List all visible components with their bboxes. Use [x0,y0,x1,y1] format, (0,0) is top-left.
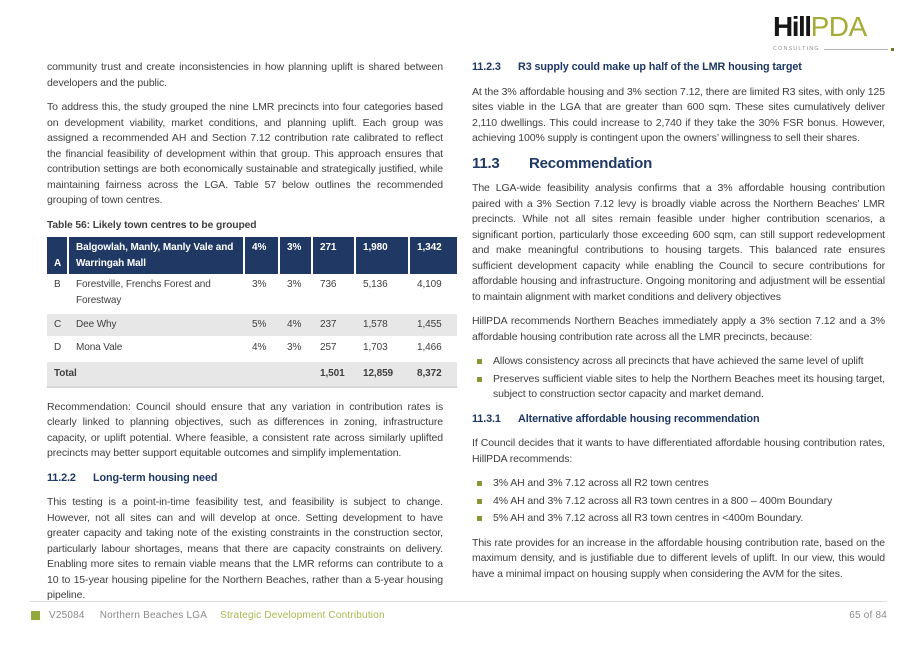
table-cell: Mona Vale [69,337,245,359]
table-cell: A [47,237,69,274]
bullet-square-icon [477,377,482,382]
table-cell: 237 [313,311,356,337]
table-cell: 1,466 [410,337,457,359]
section-heading-11-2-2 [47,471,443,487]
body-paragraph: The LGA-wide feasibility analysis confirms that a 3% affordable housing contribution paired with a 3% Section 7.12 levy is broadly viable across the Northern Beaches’ LMR precincts. While not all sites remain feasible under higher contribution scenarios, a significant portion, particularly those exceeding 600 sqm, can still support redevelopment and make meaningful contributions to housing targets. This balanced rate ensures sufficient development capacity while enabling the Council to secure contributions for affordable housing and infrastructure. Ongoing monitoring and adjustment will be essential to maintain alignment with market conditions and delivery objectives [472,182,885,303]
table-total-row [47,358,457,388]
table-cell: 4% [245,337,280,359]
table-cell: 1,455 [410,311,457,337]
logo-hill-text: Hill [773,11,811,42]
table-cell: 1,980 [356,237,410,274]
bullet-text: 5% AH and 3% 7.12 across all R3 town centres in <400m Boundary. [493,512,804,524]
right-column [472,60,885,591]
table-cell: 1,342 [410,237,457,274]
table-cell: D [47,337,69,359]
list-item [472,354,885,370]
bullet-text: 4% AH and 3% 7.12 across all R3 town centres in a 800 – 400m Boundary [493,494,833,507]
table-cell: Total [47,358,313,388]
body-paragraph: To address this, the study grouped the nine LMR precincts into four categories based on development viability, market conditions, and planning uplift. Each group was assigned a recommended AH and Section 7.12 contribution rate calibrated to reflect the financial feasibility of development within that group. This approach ensures that contribution settings are both economically sustainable and strategically justified, while maintaining fairness across the LGA. Table 57 below outlines the recommended grouping of town centres. [47,101,443,206]
footer-client-name: Northern Beaches LGA [99,610,208,621]
body-paragraph: HillPDA recommends Northern Beaches immediately apply a 3% section 7.12 and a 3% affordable housing contribution rate across all the LMR precincts, because: [472,315,885,343]
table-cell: 12,859 [356,358,410,388]
table-cell: 3% [280,274,313,311]
section-heading-11-3 [472,156,885,172]
bullet-square-icon [477,359,482,364]
section-title: R3 supply could make up half of the LMR housing target [518,61,802,73]
body-paragraph: If Council decides that it wants to have differentiated affordable housing contribution rates, HillPDA recommends: [472,437,885,465]
section-title: Long-term housing need [93,471,218,484]
table-cell: 1,703 [356,337,410,359]
hillpda-logo [773,13,894,52]
table-cell: C [47,311,69,337]
bullet-list [472,354,885,403]
logo-tagline-text: CONSULTING [773,46,820,52]
section-number: 11.3.1 [472,412,501,425]
footer-page-number: 65 of 84 [849,610,887,621]
section-number: 11.3 [472,154,500,172]
table-cell: 8,372 [410,358,457,388]
table-cell: 4% [280,311,313,337]
table-cell: 4% [245,237,280,274]
logo-dot-icon [891,48,894,51]
footer-square-icon [31,611,40,620]
logo-wordmark [773,13,894,46]
footer-divider [30,601,887,602]
table-cell: B [47,274,69,311]
body-paragraph: This testing is a point-in-time feasibility test, and feasibility is subject to change. However, not all sites can and will develop at once. Setting development to have greater capacity and taking note of the existing constraints in the construction sector, particularly labour shortages, means that there are capacity constraints on delivery. Enabling more sites to remain viable means that the LMR reforms can contribute to a 10 to 15-year housing pipeline for the Northern Beaches, rather than a 5-year housing pipeline. [47,496,443,601]
section-heading-11-3-1 [472,412,885,428]
table-cell: Dee Why [69,311,245,337]
table-cell: 257 [313,337,356,359]
table-row [47,337,457,359]
table-cell: Balgowlah, Manly, Manly Vale and Warringah Mall [69,237,245,274]
table-cell: 1,578 [356,311,410,337]
table-cell: 3% [280,337,313,359]
table-cell: 271 [313,237,356,274]
table-cell: 3% [280,237,313,274]
bullet-text: Allows consistency across all precincts that have achieved the same level of uplift [493,355,864,367]
table-caption: Table 56: Likely town centres to be grouped [47,219,257,231]
table-row [47,311,457,337]
footer-project-code: V25084 [49,610,85,621]
footer-report-title: Strategic Development Contribution [220,610,385,621]
bullet-square-icon [477,516,482,521]
logo-tagline-row [773,46,894,52]
bullet-square-icon [477,499,482,504]
table-row [47,274,457,311]
section-title: Alternative affordable housing recommendation [518,412,760,425]
list-item [472,372,885,403]
list-item [472,476,885,492]
table-cell: 5% [245,311,280,337]
list-item [472,511,885,527]
bullet-text: Preserves sufficient viable sites to help the Northern Beaches meet its housing target, subject to construction sector capacity and market demand. [493,372,885,400]
table-cell: 4,109 [410,274,457,311]
left-column [47,60,443,613]
table-cell: 1,501 [313,358,356,388]
table-cell: 3% [245,274,280,311]
footer [31,610,887,621]
section-number: 11.2.3 [472,61,501,73]
bullet-square-icon [477,481,482,486]
section-title: Recommendation [529,154,653,172]
logo-rule [824,49,888,50]
body-paragraph: This rate provides for an increase in the affordable housing contribution rate, based on the maximum density, and is justifiable due to different levels of uplift. In our view, this would have a minimal impact on housing supply when considering the AVM for the sites. [472,536,885,580]
section-heading-11-2-3 [472,60,885,76]
table-cell: Forestville, Frenchs Forest and Forestway [69,274,245,311]
table-header-row [47,237,457,274]
bullet-list [472,476,885,527]
table-cell: 736 [313,274,356,311]
body-paragraph: community trust and create inconsistencies in how planning uplift is shared between developers and the public. [47,61,443,89]
body-paragraph: At the 3% affordable housing and 3% section 7.12, there are limited R3 sites, with only 125 sites viable in the LGA that are greater than 600 sqm. These sites cumulatively deliver 2,110 dwellings. This could increase to 2,740 if they take the 30% FSR bonus. However, achieving 100% supply is contingent upon the owners’ willingness to sell their shares. [472,85,885,144]
section-number: 11.2.2 [47,471,76,484]
list-item [472,494,885,510]
town-centres-table [47,237,457,388]
logo-pda-text: PDA [810,11,867,42]
bullet-text: 3% AH and 3% 7.12 across all R2 town centres [493,477,709,489]
body-paragraph: Recommendation: Council should ensure that any variation in contribution rates is clearly linked to planning objectives, such as differences in zoning, infrastructure capacity, or uplift potential. Where feasible, a consistent rate across similarly uplifted precincts may better support equitable outcomes and simplify implementation. [47,400,443,459]
table-cell: 5,136 [356,274,410,311]
